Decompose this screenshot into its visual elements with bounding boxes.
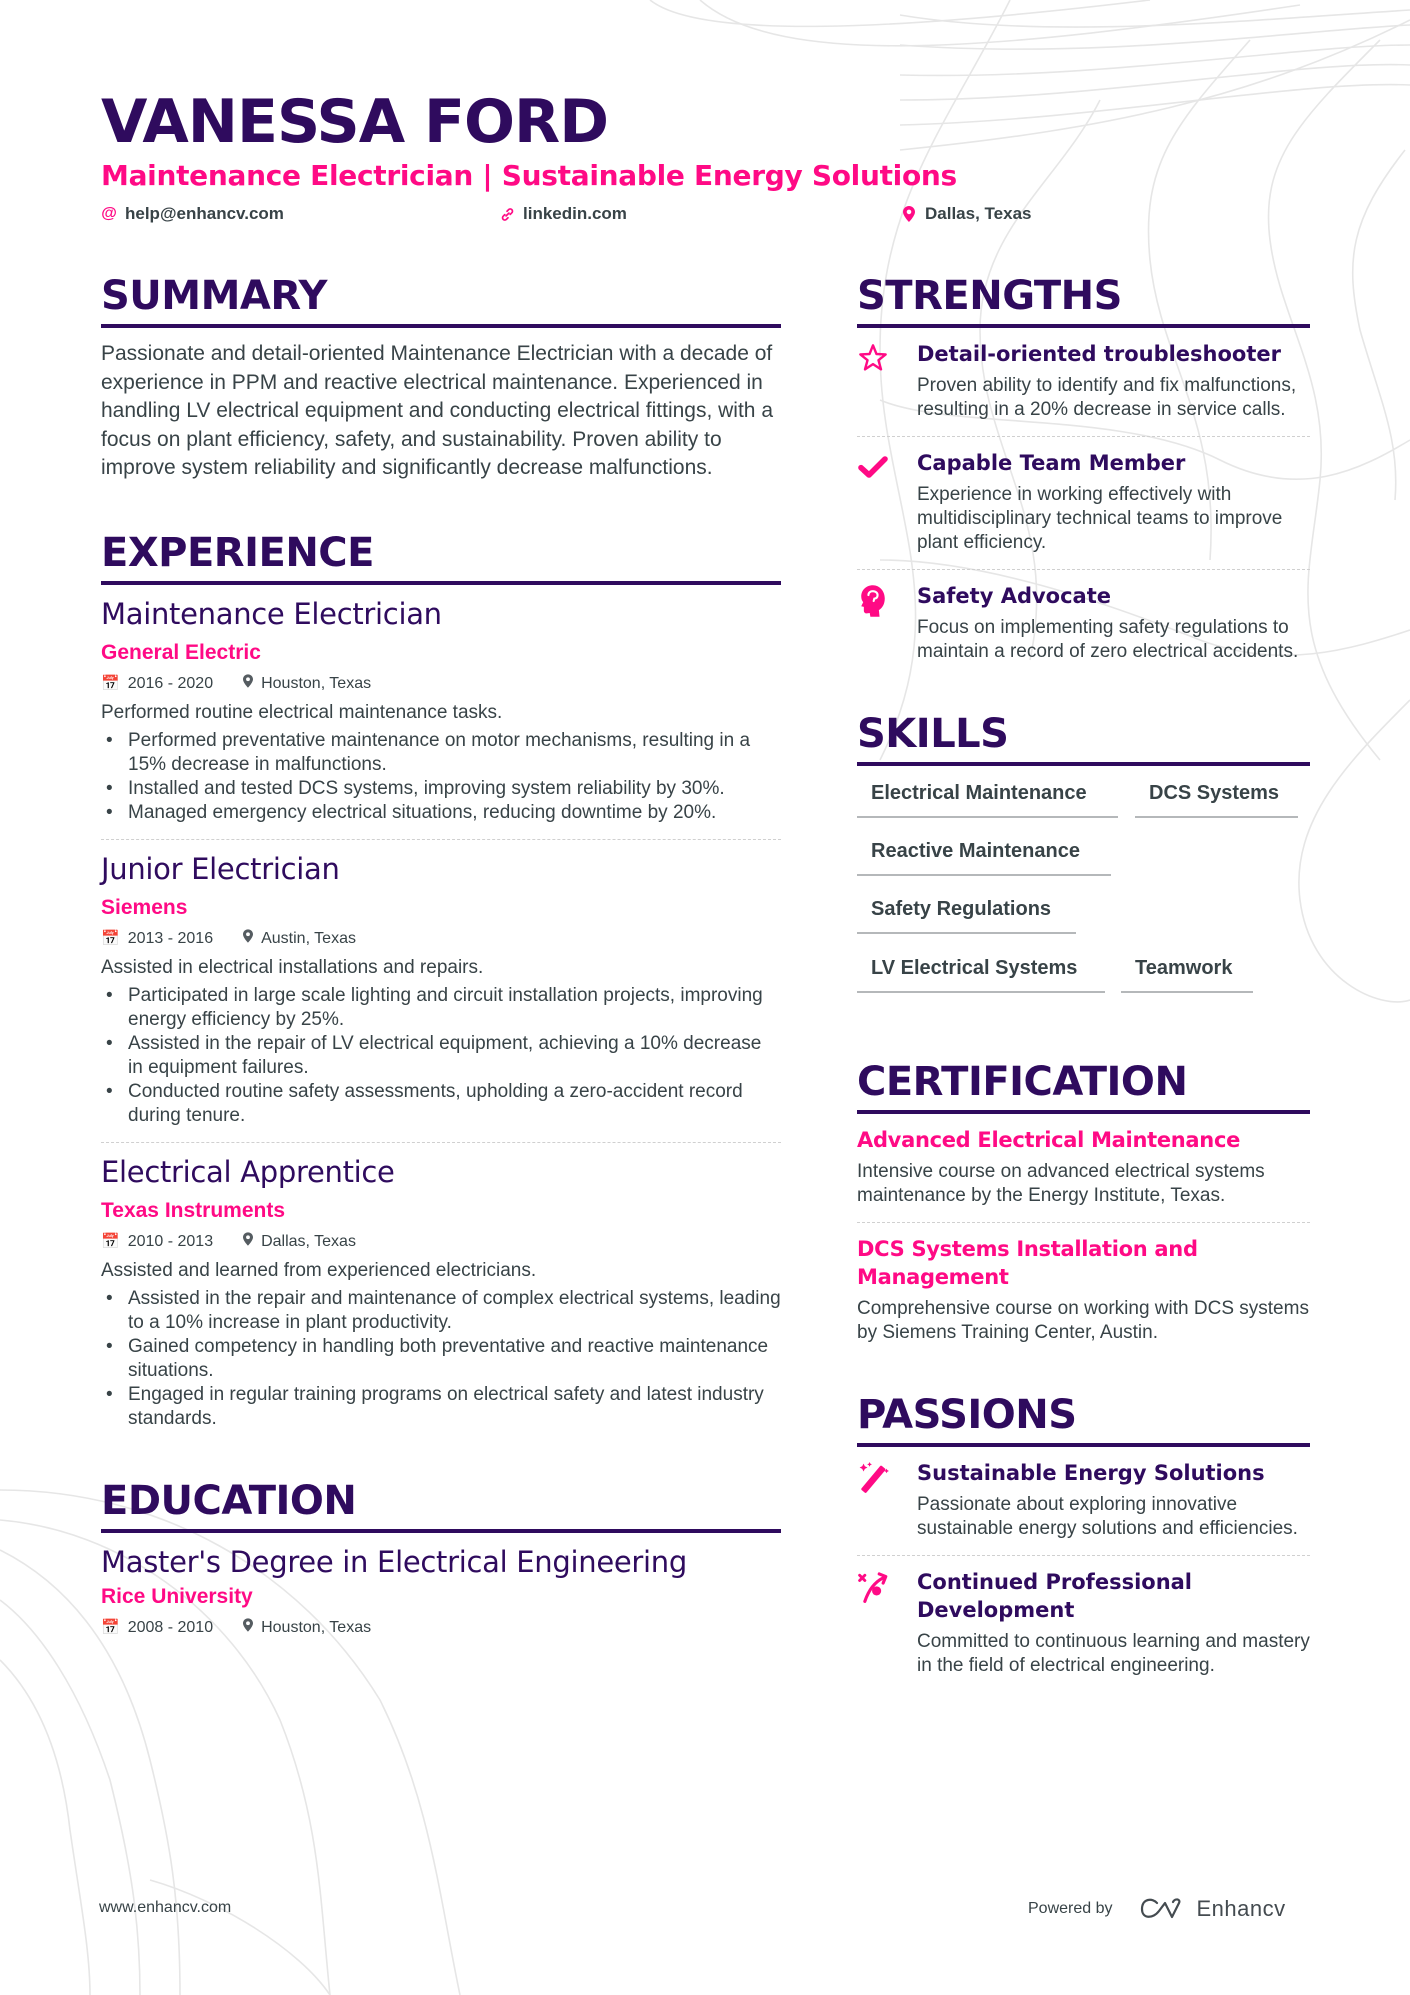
location-text: Dallas, Texas xyxy=(925,204,1032,223)
contact-bar xyxy=(101,204,1311,228)
bullet-item: • Gained competency in handling both preventative and reactive maintenance situations. xyxy=(101,1335,781,1383)
strength-title: Safety Advocate xyxy=(917,584,1112,608)
powered-by-label: Powered by xyxy=(1028,1900,1113,1917)
job-meta xyxy=(101,672,781,696)
candidate-headline: Maintenance Electrician | Sustainable Energy Solutions xyxy=(101,159,957,192)
section-title: SKILLS xyxy=(857,711,1009,757)
enhancv-logo[interactable] xyxy=(1139,1896,1286,1922)
map-pin-icon xyxy=(243,927,253,951)
calendar-icon: 📅 xyxy=(101,674,120,692)
strategy-icon xyxy=(857,1568,917,1678)
experience-section xyxy=(101,527,781,1431)
skills-section xyxy=(857,708,1310,1030)
link-icon xyxy=(499,207,515,222)
left-column xyxy=(101,270,781,1640)
strength-description: Proven ability to identify and fix malfunctions, resulting in a 20% decrease in service calls. xyxy=(917,375,1297,420)
skills-list xyxy=(857,780,1310,1030)
map-pin-icon xyxy=(243,1616,253,1640)
summary-text: Passionate and detail-oriented Maintenance Electrician with a decade of experience in PPM and reactive electrical maintenance. Experienced in handling LV electrical equipment and conducting electrical fittings, with a focus on plant efficiency, safety, and sustainability. Proven ability to improve system reliability and significantly decrease malfunctions. xyxy=(101,342,773,479)
entry-divider xyxy=(101,839,781,840)
map-pin-icon xyxy=(901,206,917,222)
certification-title: DCS Systems Installation and Management xyxy=(857,1237,1198,1289)
education-meta xyxy=(101,1616,781,1640)
experience-entry xyxy=(101,1153,781,1431)
contact-linkedin[interactable] xyxy=(499,204,627,224)
bullet-item: • Assisted in the repair of LV electrical equipment, achieving a 10% decrease in equipment failures. xyxy=(101,1032,781,1080)
job-location: Dallas, Texas xyxy=(261,1232,356,1250)
section-title: STRENGTHS xyxy=(857,273,1122,319)
certification-description: Comprehensive course on working with DCS systems by Siemens Training Center, Austin. xyxy=(857,1298,1309,1343)
passions-section xyxy=(857,1389,1310,1678)
certification-title: Advanced Electrical Maintenance xyxy=(857,1128,1241,1152)
section-divider xyxy=(101,324,781,328)
contact-location xyxy=(901,204,1031,224)
certification-item xyxy=(857,1223,1310,1345)
section-divider xyxy=(101,1529,781,1533)
company-name: Texas Instruments xyxy=(101,1198,286,1222)
bullet-item: • Assisted in the repair and maintenance of complex electrical systems, leading to a 10% increase in plant productivity. xyxy=(101,1287,781,1335)
job-description: Performed routine electrical maintenance tasks. xyxy=(101,701,503,723)
skill-tag: Electrical Maintenance xyxy=(857,780,1118,818)
checkmark-icon xyxy=(857,449,917,555)
calendar-icon: 📅 xyxy=(101,1618,120,1636)
degree-title: Master's Degree in Electrical Engineering xyxy=(101,1544,687,1579)
certification-item xyxy=(857,1114,1310,1208)
right-column xyxy=(857,270,1310,1678)
section-divider xyxy=(101,581,781,585)
job-meta xyxy=(101,1230,781,1254)
linkedin-text: linkedin.com xyxy=(523,204,627,223)
map-pin-icon xyxy=(243,672,253,696)
section-title: PASSIONS xyxy=(857,1392,1077,1438)
skill-tag: Teamwork xyxy=(1121,955,1253,993)
school-name: Rice University xyxy=(101,1584,253,1608)
certification-description: Intensive course on advanced electrical systems maintenance by the Energy Institute, Texas. xyxy=(857,1161,1265,1206)
passion-item xyxy=(857,1447,1310,1541)
job-title: Maintenance Electrician xyxy=(101,596,442,631)
experience-entry xyxy=(101,850,781,1143)
section-title: EXPERIENCE xyxy=(101,529,374,576)
section-divider xyxy=(857,762,1310,766)
passion-description: Committed to continuous learning and mastery in the field of electrical engineering. xyxy=(917,1631,1310,1676)
strength-description: Experience in working effectively with multidisciplinary technical teams to improve plant efficiency. xyxy=(917,484,1283,553)
job-meta xyxy=(101,927,781,951)
star-icon xyxy=(857,340,917,422)
company-name: Siemens xyxy=(101,895,188,919)
skill-tag: LV Electrical Systems xyxy=(857,955,1105,993)
at-icon: @ xyxy=(101,205,117,222)
enhancv-logo-icon xyxy=(1139,1897,1185,1921)
education-location: Houston, Texas xyxy=(261,1618,372,1636)
education-entry xyxy=(101,1543,781,1640)
bullet-item: • Managed emergency electrical situations, reducing downtime by 20%. xyxy=(101,801,781,825)
job-dates: 2010 - 2013 xyxy=(127,1232,214,1250)
strength-item xyxy=(857,437,1310,555)
calendar-icon: 📅 xyxy=(101,929,120,947)
calendar-icon: 📅 xyxy=(101,1232,120,1250)
job-title: Electrical Apprentice xyxy=(101,1154,395,1189)
bullet-item: • Participated in large scale lighting and circuit installation projects, improving energy efficiency by 25%. xyxy=(101,984,781,1032)
job-location: Austin, Texas xyxy=(261,929,356,947)
footer-branding xyxy=(1028,1896,1286,1922)
bullet-item: • Engaged in regular training programs on electrical safety and latest industry standards. xyxy=(101,1383,781,1431)
job-bullets xyxy=(101,1287,781,1431)
contact-email[interactable] xyxy=(101,204,284,224)
passion-description: Passionate about exploring innovative sustainable energy solutions and efficiencies. xyxy=(917,1494,1298,1539)
passion-item xyxy=(857,1556,1310,1678)
magic-wand-icon xyxy=(857,1459,917,1541)
skill-tag: Safety Regulations xyxy=(857,896,1076,934)
entry-divider xyxy=(101,1142,781,1143)
job-description: Assisted in electrical installations and repairs. xyxy=(101,956,484,978)
company-name: General Electric xyxy=(101,640,261,664)
head-brain-icon xyxy=(857,582,917,664)
job-dates: 2016 - 2020 xyxy=(127,674,214,692)
education-dates: 2008 - 2010 xyxy=(127,1618,214,1636)
bullet-item: • Performed preventative maintenance on motor mechanisms, resulting in a 15% decrease in malfunctions. xyxy=(101,729,781,777)
education-section xyxy=(101,1475,781,1640)
email-text: help@enhancv.com xyxy=(125,204,284,223)
certification-section xyxy=(857,1056,1310,1345)
job-title: Junior Electrician xyxy=(101,851,340,886)
section-title: EDUCATION xyxy=(101,1477,357,1524)
bullet-item: • Installed and tested DCS systems, improving system reliability by 30%. xyxy=(101,777,781,801)
map-pin-icon xyxy=(243,1230,253,1254)
brand-name: Enhancv xyxy=(1196,1896,1286,1921)
job-location: Houston, Texas xyxy=(261,674,372,692)
skill-tag: Reactive Maintenance xyxy=(857,838,1111,876)
section-title: CERTIFICATION xyxy=(857,1059,1188,1105)
strength-description: Focus on implementing safety regulations to maintain a record of zero electrical accidents. xyxy=(917,617,1299,662)
experience-entry xyxy=(101,595,781,840)
section-title: SUMMARY xyxy=(101,273,327,319)
strength-item xyxy=(857,570,1310,664)
job-bullets xyxy=(101,729,781,825)
passion-title: Continued Professional Development xyxy=(917,1570,1193,1622)
skill-tag: DCS Systems xyxy=(1135,780,1298,818)
bullet-item: • Conducted routine safety assessments, upholding a zero-accident record during tenure. xyxy=(101,1080,781,1128)
strength-title: Detail-oriented troubleshooter xyxy=(917,342,1281,366)
strength-title: Capable Team Member xyxy=(917,451,1186,475)
job-bullets xyxy=(101,984,781,1128)
passion-title: Sustainable Energy Solutions xyxy=(917,1461,1265,1485)
strength-item xyxy=(857,328,1310,422)
job-dates: 2013 - 2016 xyxy=(127,929,214,947)
footer-website-link[interactable]: www.enhancv.com xyxy=(99,1899,232,1916)
job-description: Assisted and learned from experienced electricians. xyxy=(101,1259,537,1281)
candidate-name: VANESSA FORD xyxy=(101,87,609,157)
strengths-section xyxy=(857,270,1310,664)
summary-section xyxy=(101,270,781,483)
